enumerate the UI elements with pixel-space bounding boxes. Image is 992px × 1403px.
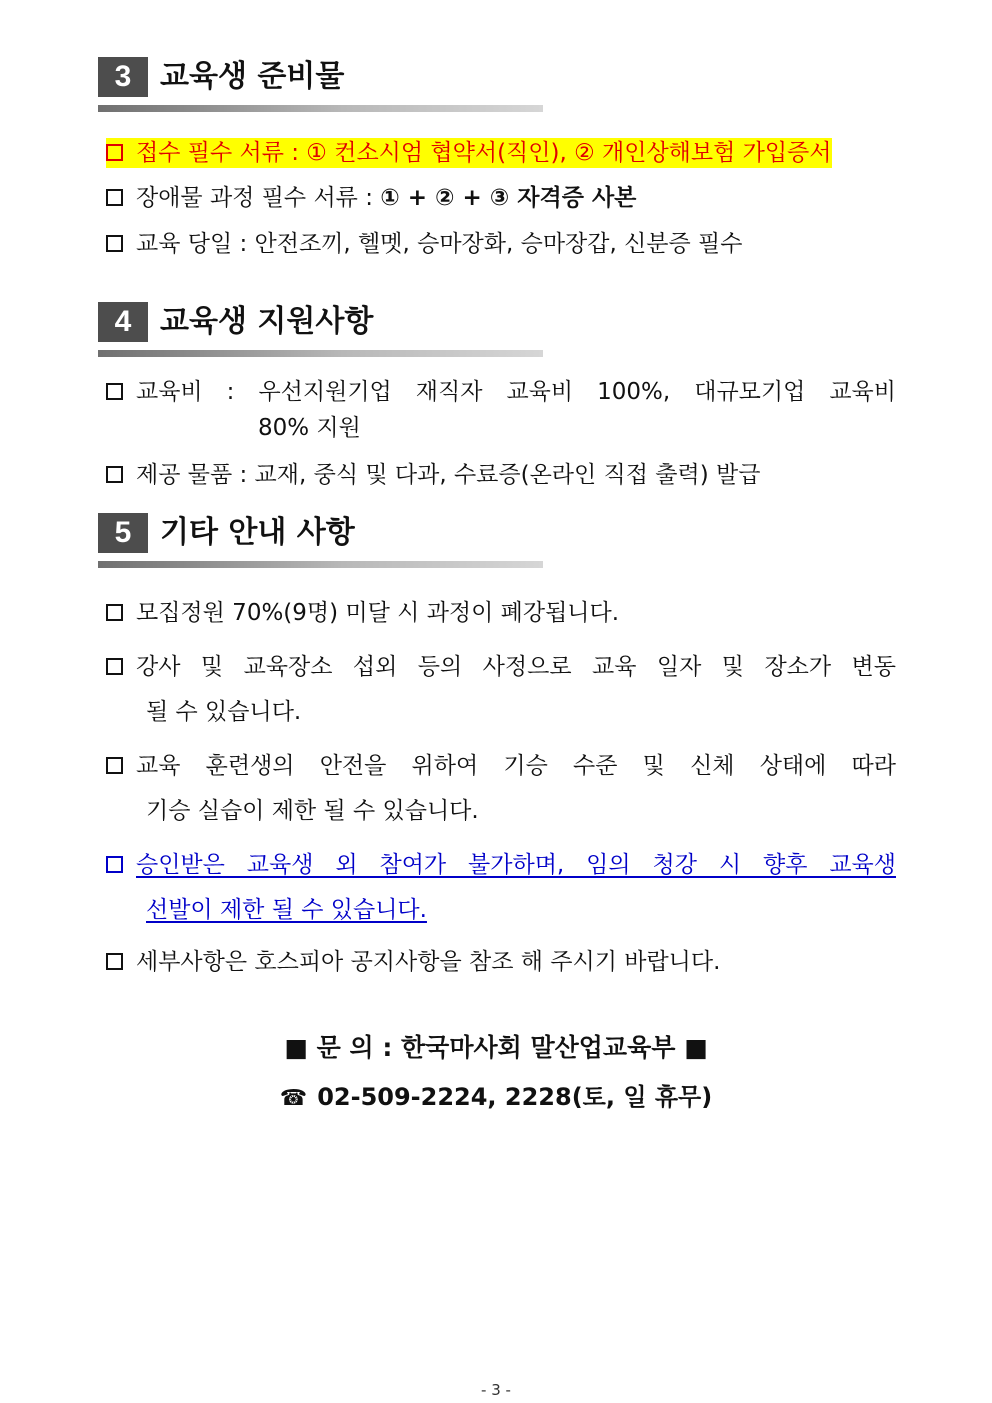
list-item-emphasis: ① + ② + ③ 자격증 사본 xyxy=(380,185,637,211)
section-title: 교육생 지원사항 xyxy=(160,304,374,339)
section-title: 기타 안내 사항 xyxy=(160,515,355,550)
section-number-badge: 4 xyxy=(98,302,148,342)
phone-icon: ☎ xyxy=(279,1086,308,1111)
checkbox-square-icon xyxy=(106,383,123,400)
section-underline-bar xyxy=(98,105,543,112)
checkbox-square-icon xyxy=(106,757,123,774)
phone-number: 02-509-2224, 2228(토, 일 휴무) xyxy=(317,1083,713,1111)
checkbox-square-icon xyxy=(106,235,123,252)
list-item-text: 모집정원 70%(9명) 미달 시 과정이 폐강됩니다. xyxy=(136,600,620,626)
list-item xyxy=(106,751,896,781)
list-item-text: 접수 필수 서류 : ① 컨소시엄 협약서(직인), ② 개인상해보험 가입증서 xyxy=(136,140,832,166)
list-item-text: 교육 훈련생의 안전을 위하여 기승 수준 및 신체 상태에 따라 xyxy=(136,753,896,779)
list-item-text: 승인받은 교육생 외 참여가 불가하며, 임의 청강 시 향후 교육생 xyxy=(136,852,896,878)
section-number-badge: 3 xyxy=(98,57,148,97)
list-item-text: 교육비 : 우선지원기업 재직자 교육비 100%, 대규모기업 교육비 xyxy=(136,379,896,405)
list-item-text: 장애물 과정 필수 서류 : xyxy=(136,185,381,211)
checkbox-square-icon xyxy=(106,658,123,675)
section-title: 교육생 준비물 xyxy=(160,59,345,94)
checkbox-square-icon xyxy=(106,144,123,161)
section-number-badge: 5 xyxy=(98,513,148,553)
checkbox-square-icon xyxy=(106,466,123,483)
required-documents-notice xyxy=(106,138,832,168)
list-item-continuation: 80% 지원 xyxy=(258,415,361,441)
checkbox-square-icon xyxy=(106,604,123,621)
checkbox-square-icon xyxy=(106,856,123,873)
list-item-continuation: 기승 실습이 제한 될 수 있습니다. xyxy=(146,798,479,824)
inquiry-line: ■ 문 의 : 한국마사회 말산업교육부 ■ xyxy=(284,1033,708,1062)
restriction-notice xyxy=(106,850,896,880)
list-item xyxy=(106,229,743,259)
list-item-text: 교육 당일 : 안전조끼, 헬멧, 승마장화, 승마장갑, 신분증 필수 xyxy=(136,231,743,257)
checkbox-square-icon xyxy=(106,189,123,206)
list-item-text: 제공 물품 : 교재, 중식 및 다과, 수료증(온라인 직접 출력) 발급 xyxy=(136,462,761,488)
list-item xyxy=(106,947,720,977)
phone-line xyxy=(0,1077,992,1112)
list-item xyxy=(106,183,636,213)
list-item-continuation: 될 수 있습니다. xyxy=(146,699,302,725)
list-item xyxy=(106,377,896,407)
checkbox-square-icon xyxy=(106,953,123,970)
list-item xyxy=(106,460,760,490)
section-underline-bar xyxy=(98,561,543,568)
restriction-notice-continuation: 선발이 제한 될 수 있습니다. xyxy=(146,897,427,923)
list-item xyxy=(106,652,896,682)
section-underline-bar xyxy=(98,350,543,357)
list-item xyxy=(106,598,619,628)
list-item-text: 세부사항은 호스피아 공지사항을 참조 해 주시기 바랍니다. xyxy=(136,949,721,975)
page-number: - 3 - xyxy=(481,1381,511,1399)
list-item-text: 강사 및 교육장소 섭외 등의 사정으로 교육 일자 및 장소가 변동 xyxy=(136,654,896,680)
